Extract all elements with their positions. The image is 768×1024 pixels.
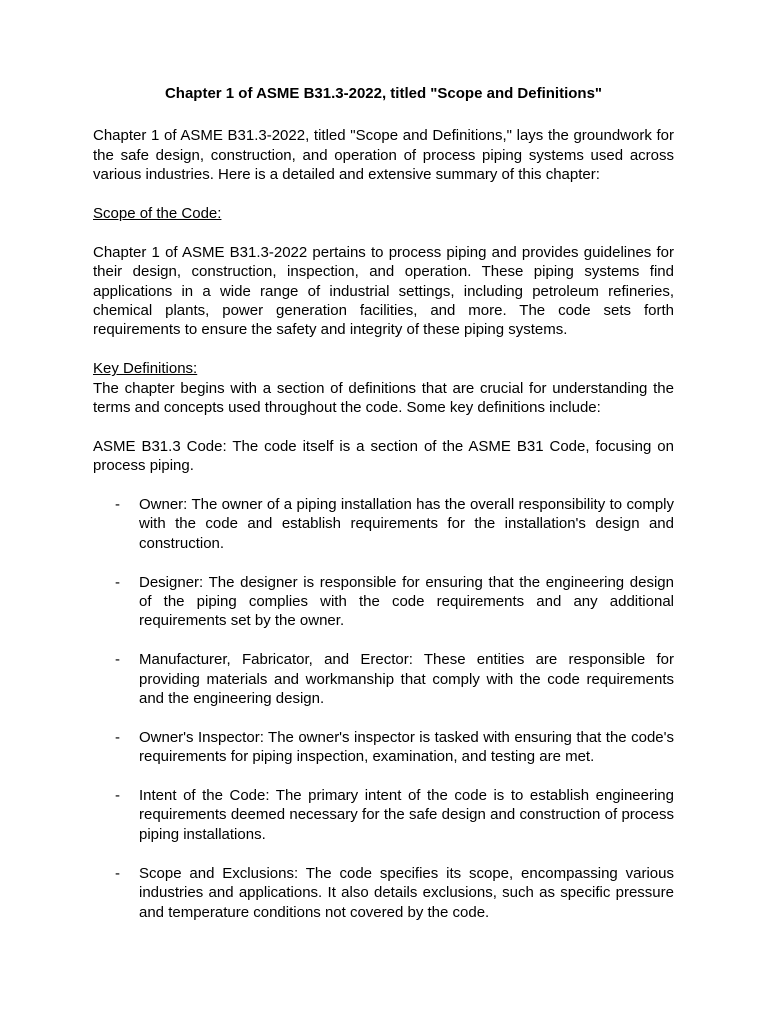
document-page [93,84,674,941]
bullet-dash: - [115,496,120,514]
scope-paragraph: Chapter 1 of ASME B31.3-2022 pertains to process piping and provides guidelines for their design, construction, inspection, and operation. These piping systems find applications in a wide range of industrial settings, including petroleum refineries, chemical plants, power generation facilities, and more. The code sets forth requirements to ensure the safety and integrity of these piping systems. [93,243,674,339]
list-item [93,495,674,553]
document-title: Chapter 1 of ASME B31.3-2022, titled "Scope and Definitions" [164,85,603,102]
list-item-text: Owner's Inspector: The owner's inspector is tasked with ensuring that the code's requirements for piping inspection, examination, and testing are met. [139,728,674,766]
list-item [93,728,674,767]
bullet-dash: - [115,651,120,669]
definitions-heading [93,359,674,378]
list-item [93,573,674,631]
list-item-text: Intent of the Code: The primary intent of the code is to establish engineering requirements deemed necessary for the safe design and construction of process piping installations. [139,787,674,843]
list-item [93,864,674,922]
list-item-text: Designer: The designer is responsible for ensuring that the engineering design of the piping complies with the code requirements and any additional requirements set by the owner. [139,573,674,630]
list-item [93,786,674,844]
list-item-text: Manufacturer, Fabricator, and Erector: These entities are responsible for providing materials and workmanship that comply with the code requirements and the engineering design. [139,651,674,708]
code-definition-paragraph: ASME B31.3 Code: The code itself is a section of the ASME B31 Code, focusing on process piping. [93,437,674,475]
scope-heading [93,204,674,223]
bullet-dash: - [115,728,120,746]
scope-heading-text: Scope of the Code: [93,205,222,223]
intro-paragraph: Chapter 1 of ASME B31.3-2022, titled "Scope and Definitions," lays the groundwork for the safe design, construction, and operation of process piping systems used across various industries. Here is a detailed and extensive summary of this chapter: [93,127,674,184]
list-item-text: Scope and Exclusions: The code specifies its scope, encompassing various industries and applications. It also details exclusions, such as specific pressure and temperature conditions not covered by the code. [139,864,674,921]
definitions-intro: The chapter begins with a section of definitions that are crucial for understanding the terms and concepts used throughout the code. Some key definitions include: [93,379,674,417]
definitions-list [93,495,674,922]
definitions-heading-text: Key Definitions: [93,360,198,378]
bullet-dash: - [115,573,120,591]
bullet-dash: - [115,787,120,805]
list-item [93,650,674,708]
bullet-dash: - [115,864,120,882]
list-item-text: Owner: The owner of a piping installation has the overall responsibility to comply with the code and establish requirements for the installation's design and construction. [139,496,674,552]
